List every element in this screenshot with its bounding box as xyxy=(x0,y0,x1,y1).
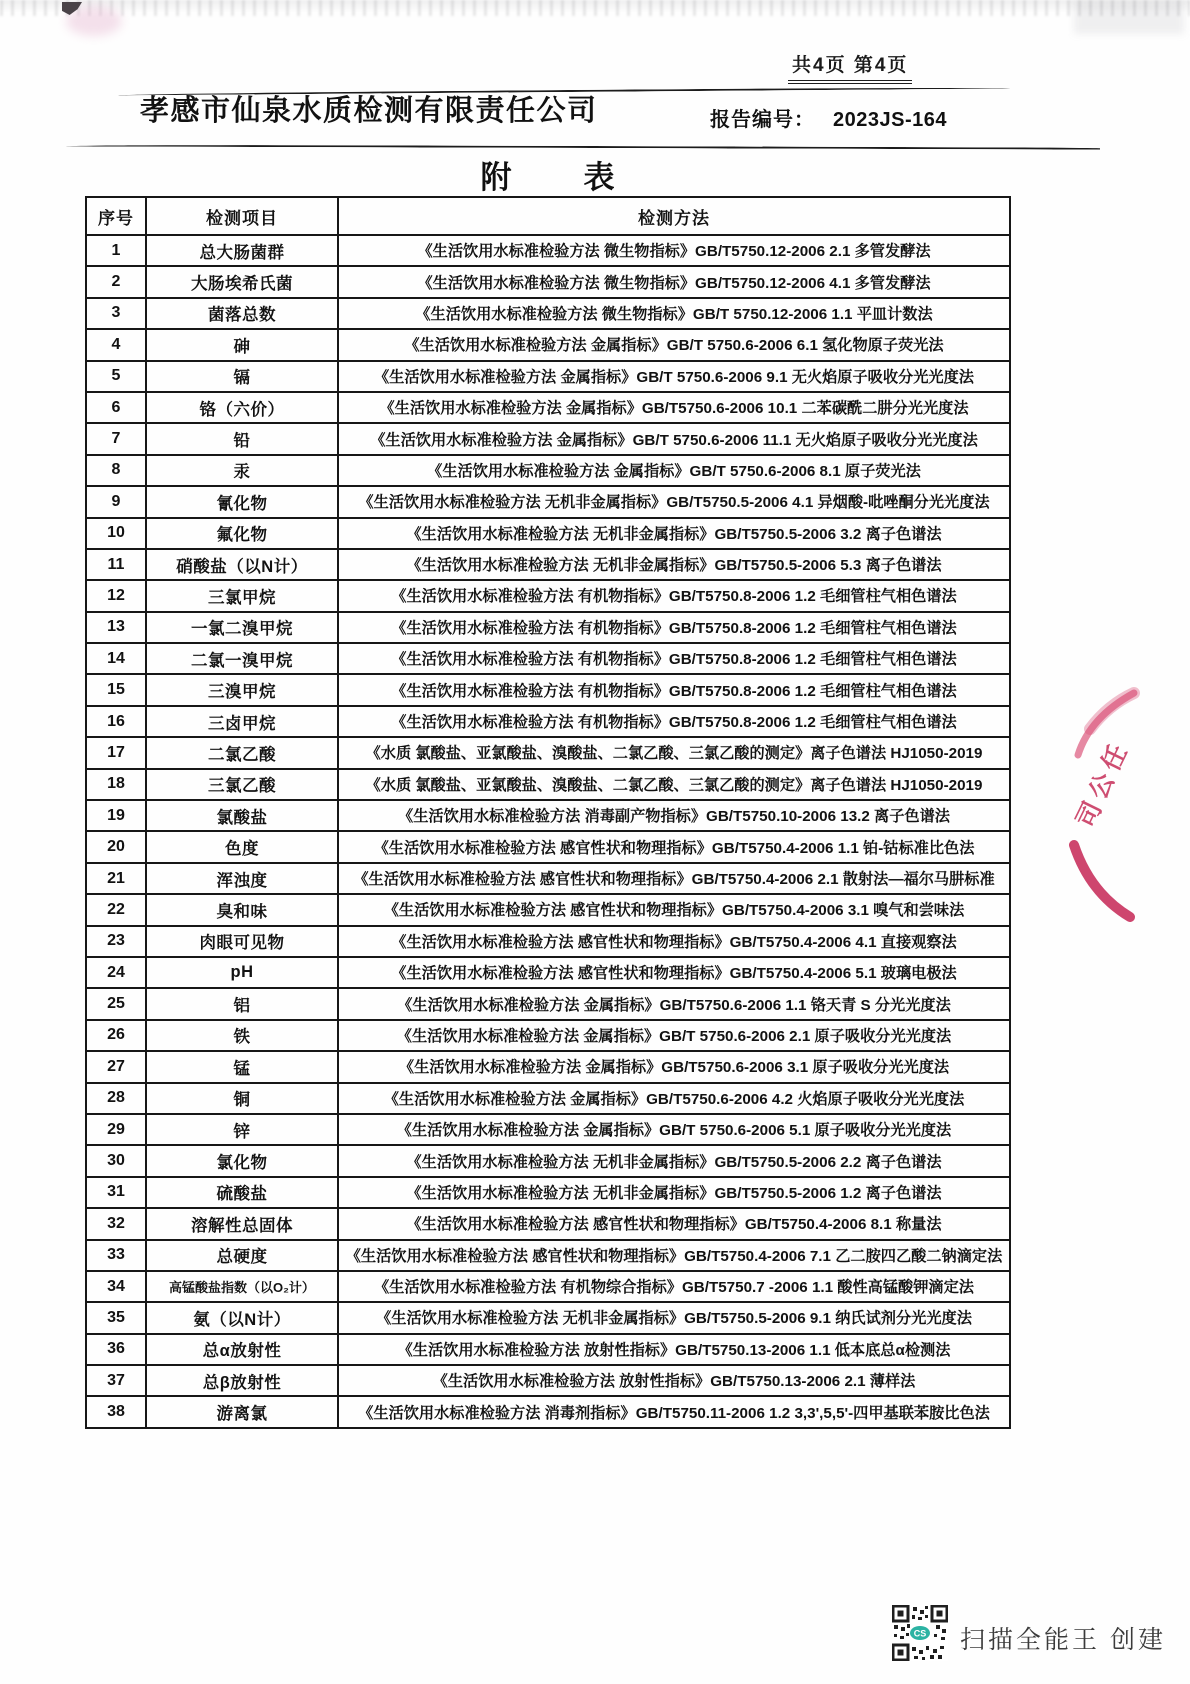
cell-test-method: 《生活饮用水标准检验方法 金属指标》GB/T5750.6-2006 3.1 原子吸收分光光度法 xyxy=(338,1051,1010,1082)
table-row xyxy=(86,1240,1010,1271)
table-row xyxy=(86,392,1010,423)
table-row xyxy=(86,1083,1010,1114)
seal-char: 公 xyxy=(1083,768,1121,804)
cell-test-method: 《生活饮用水标准检验方法 有机物综合指标》GB/T5750.7 -2006 1.1 酸性高锰酸钾滴定法 xyxy=(338,1271,1010,1302)
cell-test-item: 大肠埃希氏菌 xyxy=(146,266,338,297)
cell-test-method: 《生活饮用水标准检验方法 金属指标》GB/T5750.6-2006 1.1 铬天青 S 分光光度法 xyxy=(338,988,1010,1019)
page-count-label: 共4页 第4页 xyxy=(788,50,912,84)
table-row xyxy=(86,486,1010,517)
cell-row-number: 12 xyxy=(86,580,146,611)
table-row xyxy=(86,737,1010,768)
cell-test-item: 浑浊度 xyxy=(146,863,338,894)
seal-arc-icon xyxy=(1038,655,1190,935)
cell-row-number: 33 xyxy=(86,1240,146,1271)
table-row xyxy=(86,1051,1010,1082)
table-row xyxy=(86,423,1010,454)
cell-test-item: 铅 xyxy=(146,423,338,454)
cell-test-item: 硫酸盐 xyxy=(146,1177,338,1208)
table-row xyxy=(86,926,1010,957)
cell-test-method: 《生活饮用水标准检验方法 有机物指标》GB/T5750.8-2006 1.2 毛细管柱气相色谱法 xyxy=(338,580,1010,611)
cell-test-method: 《生活饮用水标准检验方法 感官性状和物理指标》GB/T5750.4-2006 2.1 散射法—福尔马肼标准 xyxy=(338,863,1010,894)
cell-test-item: 氨（以N计） xyxy=(146,1302,338,1333)
cell-test-method: 《生活饮用水标准检验方法 感官性状和物理指标》GB/T5750.4-2006 3.1 嗅气和尝味法 xyxy=(338,894,1010,925)
cell-test-item: 色度 xyxy=(146,831,338,862)
cell-row-number: 19 xyxy=(86,800,146,831)
table-row xyxy=(86,1396,1010,1427)
cell-test-item: 溶解性总固体 xyxy=(146,1208,338,1239)
cell-test-method: 《生活饮用水标准检验方法 微生物指标》GB/T 5750.12-2006 1.1 平皿计数法 xyxy=(338,298,1010,329)
cell-row-number: 3 xyxy=(86,298,146,329)
appendix-title xyxy=(85,152,1010,197)
scan-streak-right xyxy=(1074,0,1184,34)
cell-test-method: 《水质 氯酸盐、亚氯酸盐、溴酸盐、二氯乙酸、三氯乙酸的测定》离子色谱法 HJ1050-2019 xyxy=(338,737,1010,768)
table-row xyxy=(86,1302,1010,1333)
table-row xyxy=(86,1177,1010,1208)
cell-row-number: 27 xyxy=(86,1051,146,1082)
cell-test-item: 铜 xyxy=(146,1083,338,1114)
cell-row-number: 25 xyxy=(86,988,146,1019)
cell-test-item: 肉眼可见物 xyxy=(146,926,338,957)
table-row xyxy=(86,863,1010,894)
cell-test-method: 《生活饮用水标准检验方法 有机物指标》GB/T5750.8-2006 1.2 毛细管柱气相色谱法 xyxy=(338,706,1010,737)
table-row xyxy=(86,266,1010,297)
seal-char: 任 xyxy=(1096,740,1133,776)
cell-row-number: 16 xyxy=(86,706,146,737)
cell-test-method: 《生活饮用水标准检验方法 放射性指标》GB/T5750.13-2006 1.1 低本底总α检测法 xyxy=(338,1334,1010,1365)
methods-table-container xyxy=(85,196,1011,1429)
cell-test-item: 氰化物 xyxy=(146,486,338,517)
cell-test-method: 《生活饮用水标准检验方法 金属指标》GB/T 5750.6-2006 5.1 原子吸收分光光度法 xyxy=(338,1114,1010,1145)
cell-row-number: 6 xyxy=(86,392,146,423)
cell-row-number: 9 xyxy=(86,486,146,517)
cell-test-item: 总β放射性 xyxy=(146,1365,338,1396)
table-row xyxy=(86,769,1010,800)
table-row xyxy=(86,518,1010,549)
cell-row-number: 34 xyxy=(86,1271,146,1302)
cell-test-method: 《生活饮用水标准检验方法 无机非金属指标》GB/T5750.5-2006 4.1 异烟酸-吡唑酮分光光度法 xyxy=(338,486,1010,517)
cell-row-number: 30 xyxy=(86,1145,146,1176)
cell-test-method: 《生活饮用水标准检验方法 金属指标》GB/T5750.6-2006 4.2 火焰原子吸收分光光度法 xyxy=(338,1083,1010,1114)
column-header-method: 检测方法 xyxy=(338,197,1010,235)
cell-row-number: 4 xyxy=(86,329,146,360)
scan-noise-top-edge xyxy=(0,0,1190,16)
cell-test-item: 铁 xyxy=(146,1020,338,1051)
cell-test-method: 《生活饮用水标准检验方法 无机非金属指标》GB/T5750.5-2006 1.2 离子色谱法 xyxy=(338,1177,1010,1208)
cell-test-method: 《生活饮用水标准检验方法 无机非金属指标》GB/T5750.5-2006 3.2 离子色谱法 xyxy=(338,518,1010,549)
cell-test-method: 《生活饮用水标准检验方法 微生物指标》GB/T5750.12-2006 2.1 多管发酵法 xyxy=(338,235,1010,266)
cell-test-item: 汞 xyxy=(146,455,338,486)
cell-test-item: 锌 xyxy=(146,1114,338,1145)
cell-row-number: 26 xyxy=(86,1020,146,1051)
cell-test-method: 《生活饮用水标准检验方法 无机非金属指标》GB/T5750.5-2006 5.3 离子色谱法 xyxy=(338,549,1010,580)
cell-test-item: 砷 xyxy=(146,329,338,360)
cell-row-number: 36 xyxy=(86,1334,146,1365)
cell-test-method: 《生活饮用水标准检验方法 感官性状和物理指标》GB/T5750.4-2006 7.1 乙二胺四乙酸二钠滴定法 xyxy=(338,1240,1010,1271)
cell-row-number: 11 xyxy=(86,549,146,580)
cell-test-method: 《生活饮用水标准检验方法 有机物指标》GB/T5750.8-2006 1.2 毛细管柱气相色谱法 xyxy=(338,674,1010,705)
cell-test-method: 《生活饮用水标准检验方法 感官性状和物理指标》GB/T5750.4-2006 8.1 称量法 xyxy=(338,1208,1010,1239)
cell-test-method: 《生活饮用水标准检验方法 放射性指标》GB/T5750.13-2006 2.1 薄样法 xyxy=(338,1365,1010,1396)
scanner-credit-text: 扫描全能王 创建 xyxy=(960,1626,1166,1654)
table-row xyxy=(86,455,1010,486)
table-row xyxy=(86,1334,1010,1365)
cell-test-item: 氯酸盐 xyxy=(146,800,338,831)
cell-test-method: 《生活饮用水标准检验方法 感官性状和物理指标》GB/T5750.4-2006 4.1 直接观察法 xyxy=(338,926,1010,957)
cell-row-number: 28 xyxy=(86,1083,146,1114)
table-row xyxy=(86,831,1010,862)
cell-row-number: 21 xyxy=(86,863,146,894)
red-seal-partial xyxy=(1038,655,1190,935)
report-number-label: 报告编号： xyxy=(710,109,815,131)
table-row xyxy=(86,1271,1010,1302)
cell-test-method: 《生活饮用水标准检验方法 金属指标》GB/T 5750.6-2006 8.1 原子荧光法 xyxy=(338,455,1010,486)
cell-test-item: 三溴甲烷 xyxy=(146,674,338,705)
cell-test-method: 《生活饮用水标准检验方法 微生物指标》GB/T5750.12-2006 4.1 多管发酵法 xyxy=(338,266,1010,297)
table-header-row xyxy=(86,197,1010,235)
cell-test-method: 《生活饮用水标准检验方法 金属指标》GB/T 5750.6-2006 11.1 无火焰原子吸收分光光度法 xyxy=(338,423,1010,454)
table-row xyxy=(86,612,1010,643)
cell-test-method: 《生活饮用水标准检验方法 感官性状和物理指标》GB/T5750.4-2006 5.1 玻璃电极法 xyxy=(338,957,1010,988)
cell-test-item: 三卤甲烷 xyxy=(146,706,338,737)
column-header-no: 序号 xyxy=(86,197,146,235)
cell-test-item: 总α放射性 xyxy=(146,1334,338,1365)
cell-row-number: 5 xyxy=(86,361,146,392)
cell-test-item: 铝 xyxy=(146,988,338,1019)
table-row xyxy=(86,298,1010,329)
table-row xyxy=(86,361,1010,392)
table-row xyxy=(86,643,1010,674)
cell-row-number: 22 xyxy=(86,894,146,925)
table-row xyxy=(86,674,1010,705)
appendix-title-right: 表 xyxy=(583,160,615,195)
appendix-title-left: 附 xyxy=(480,160,512,195)
cell-row-number: 13 xyxy=(86,612,146,643)
cell-test-item: 锰 xyxy=(146,1051,338,1082)
table-row xyxy=(86,894,1010,925)
cell-test-item: 铬（六价） xyxy=(146,392,338,423)
cell-row-number: 10 xyxy=(86,518,146,549)
methods-table xyxy=(85,196,1011,1429)
cell-row-number: 8 xyxy=(86,455,146,486)
cell-row-number: 35 xyxy=(86,1302,146,1333)
cell-test-method: 《生活饮用水标准检验方法 感官性状和物理指标》GB/T5750.4-2006 1.1 铂-钴标准比色法 xyxy=(338,831,1010,862)
cell-test-method: 《生活饮用水标准检验方法 有机物指标》GB/T5750.8-2006 1.2 毛细管柱气相色谱法 xyxy=(338,612,1010,643)
table-row xyxy=(86,329,1010,360)
seal-text xyxy=(1073,742,1131,832)
cell-row-number: 15 xyxy=(86,674,146,705)
table-row xyxy=(86,580,1010,611)
cell-row-number: 2 xyxy=(86,266,146,297)
table-row xyxy=(86,1365,1010,1396)
table-row xyxy=(86,988,1010,1019)
cell-test-item: 总大肠菌群 xyxy=(146,235,338,266)
cell-test-method: 《水质 氯酸盐、亚氯酸盐、溴酸盐、二氯乙酸、三氯乙酸的测定》离子色谱法 HJ1050-2019 xyxy=(338,769,1010,800)
method-table-body xyxy=(86,235,1010,1428)
cell-test-method: 《生活饮用水标准检验方法 金属指标》GB/T 5750.6-2006 9.1 无火焰原子吸收分光光度法 xyxy=(338,361,1010,392)
cell-row-number: 7 xyxy=(86,423,146,454)
cell-test-method: 《生活饮用水标准检验方法 金属指标》GB/T 5750.6-2006 2.1 原子吸收分光光度法 xyxy=(338,1020,1010,1051)
cell-test-item: 一氯二溴甲烷 xyxy=(146,612,338,643)
cell-test-item: 硝酸盐（以N计） xyxy=(146,549,338,580)
cell-test-item: 高锰酸盐指数（以O₂计） xyxy=(146,1271,338,1302)
cell-row-number: 37 xyxy=(86,1365,146,1396)
cell-row-number: 32 xyxy=(86,1208,146,1239)
cell-test-item: 二氯乙酸 xyxy=(146,737,338,768)
qr-cs-logo: CS xyxy=(913,1628,927,1639)
seal-char: 司 xyxy=(1071,797,1108,832)
cell-row-number: 29 xyxy=(86,1114,146,1145)
cell-test-method: 《生活饮用水标准检验方法 消毒副产物指标》GB/T5750.10-2006 13.2 离子色谱法 xyxy=(338,800,1010,831)
table-row xyxy=(86,1145,1010,1176)
cell-row-number: 1 xyxy=(86,235,146,266)
cell-test-method: 《生活饮用水标准检验方法 消毒剂指标》GB/T5750.11-2006 1.2 3,3',5,5'-四甲基联苯胺比色法 xyxy=(338,1396,1010,1427)
report-number-line xyxy=(710,103,947,132)
qr-code-icon xyxy=(892,1605,948,1661)
cell-test-method: 《生活饮用水标准检验方法 无机非金属指标》GB/T5750.5-2006 9.1 纳氏试剂分光光度法 xyxy=(338,1302,1010,1333)
cell-test-item: 总硬度 xyxy=(146,1240,338,1271)
cell-test-item: 三氯乙酸 xyxy=(146,769,338,800)
cell-test-item: 氟化物 xyxy=(146,518,338,549)
table-row xyxy=(86,800,1010,831)
cell-test-method: 《生活饮用水标准检验方法 无机非金属指标》GB/T5750.5-2006 2.2 离子色谱法 xyxy=(338,1145,1010,1176)
report-number-value: 2023JS-164 xyxy=(833,109,947,131)
table-row xyxy=(86,957,1010,988)
cell-row-number: 23 xyxy=(86,926,146,957)
header-divider-bottom xyxy=(66,144,1100,149)
cell-test-item: 氯化物 xyxy=(146,1145,338,1176)
column-header-item: 检测项目 xyxy=(146,197,338,235)
table-row xyxy=(86,1114,1010,1145)
cell-row-number: 20 xyxy=(86,831,146,862)
cell-test-item: 臭和味 xyxy=(146,894,338,925)
table-row xyxy=(86,235,1010,266)
cell-row-number: 14 xyxy=(86,643,146,674)
cell-row-number: 31 xyxy=(86,1177,146,1208)
table-row xyxy=(86,1020,1010,1051)
cell-row-number: 38 xyxy=(86,1396,146,1427)
cell-test-item: 游离氯 xyxy=(146,1396,338,1427)
table-row xyxy=(86,706,1010,737)
cell-test-item: 三氯甲烷 xyxy=(146,580,338,611)
cell-test-method: 《生活饮用水标准检验方法 金属指标》GB/T 5750.6-2006 6.1 氢化物原子荧光法 xyxy=(338,329,1010,360)
cell-test-item: pH xyxy=(146,957,338,988)
table-row xyxy=(86,549,1010,580)
cell-test-item: 菌落总数 xyxy=(146,298,338,329)
cell-row-number: 18 xyxy=(86,769,146,800)
cell-test-method: 《生活饮用水标准检验方法 有机物指标》GB/T5750.8-2006 1.2 毛细管柱气相色谱法 xyxy=(338,643,1010,674)
table-row xyxy=(86,1208,1010,1239)
cell-row-number: 17 xyxy=(86,737,146,768)
company-name: 孝感市仙泉水质检测有限责任公司 xyxy=(140,95,598,127)
cell-test-item: 镉 xyxy=(146,361,338,392)
cell-test-method: 《生活饮用水标准检验方法 金属指标》GB/T5750.6-2006 10.1 二苯碳酰二肼分光光度法 xyxy=(338,392,1010,423)
cell-test-item: 二氯一溴甲烷 xyxy=(146,643,338,674)
cell-row-number: 24 xyxy=(86,957,146,988)
camscanner-qr-code xyxy=(892,1605,948,1661)
